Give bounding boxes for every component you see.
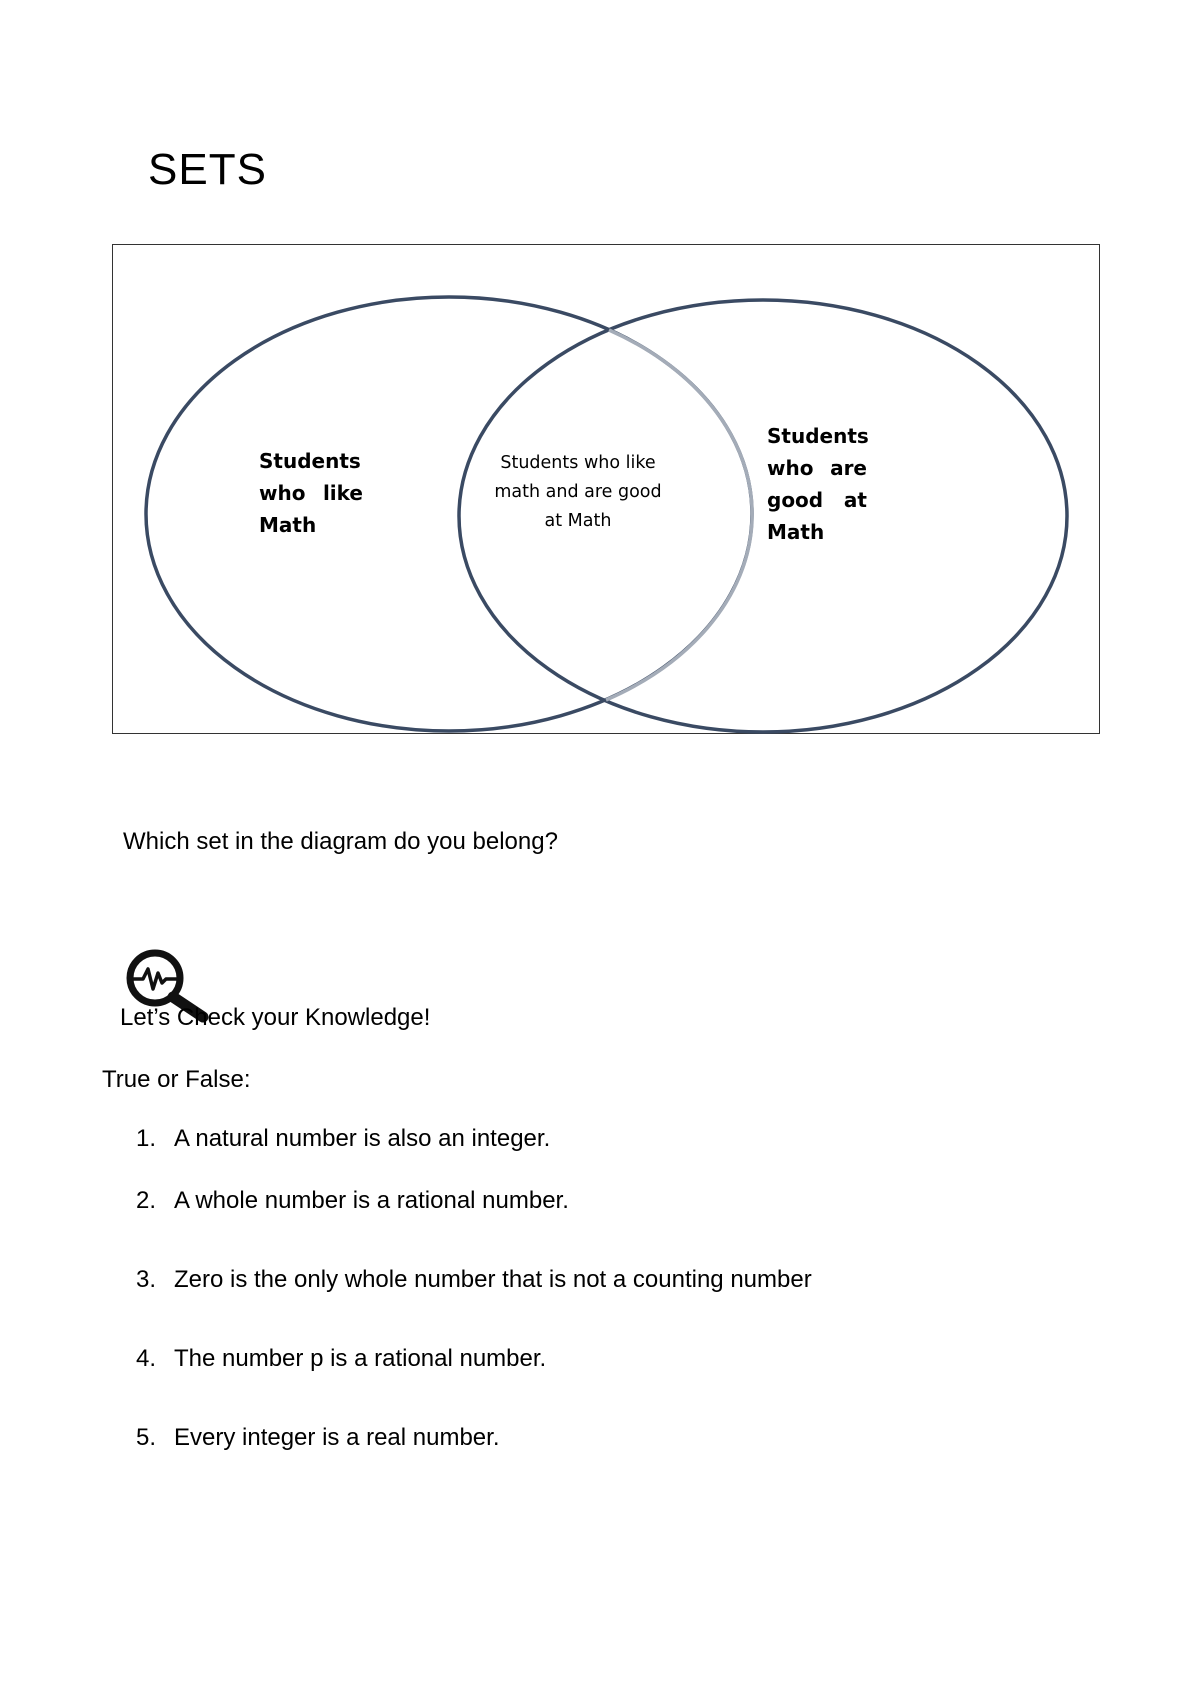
knowledge-check-title: Let’s Check your Knowledge! (120, 1004, 431, 1031)
quiz-item (136, 1125, 550, 1153)
page-title: SETS (148, 145, 267, 194)
quiz-item-number: 2. (136, 1187, 157, 1214)
venn-diagram (112, 244, 1100, 734)
venn-right-label: Students who are good at Math (767, 424, 869, 544)
quiz-item-text: A natural number is also an integer. (174, 1125, 551, 1152)
quiz-item-text: Every integer is a real number. (174, 1424, 500, 1451)
quiz-item (136, 1266, 812, 1294)
quiz-item (136, 1345, 546, 1373)
quiz-item-text: A whole number is a rational number. (174, 1187, 569, 1214)
quiz-item (136, 1424, 500, 1452)
quiz-item-number: 1. (136, 1125, 157, 1152)
quiz-item-number: 5. (136, 1424, 157, 1451)
venn-intersection-label: Students who like math and are good at Math (494, 453, 662, 531)
quiz-heading: True or False: (102, 1066, 251, 1093)
quiz-item (136, 1187, 569, 1215)
quiz-item-text: Zero is the only whole number that is not a counting number (174, 1266, 812, 1293)
reflection-question: Which set in the diagram do you belong? (123, 828, 558, 855)
quiz-item-number: 3. (136, 1266, 157, 1293)
quiz-item-number: 4. (136, 1345, 157, 1372)
quiz-item-text: The number p is a rational number. (174, 1345, 547, 1372)
venn-left-label: Students who like Math (259, 449, 363, 537)
